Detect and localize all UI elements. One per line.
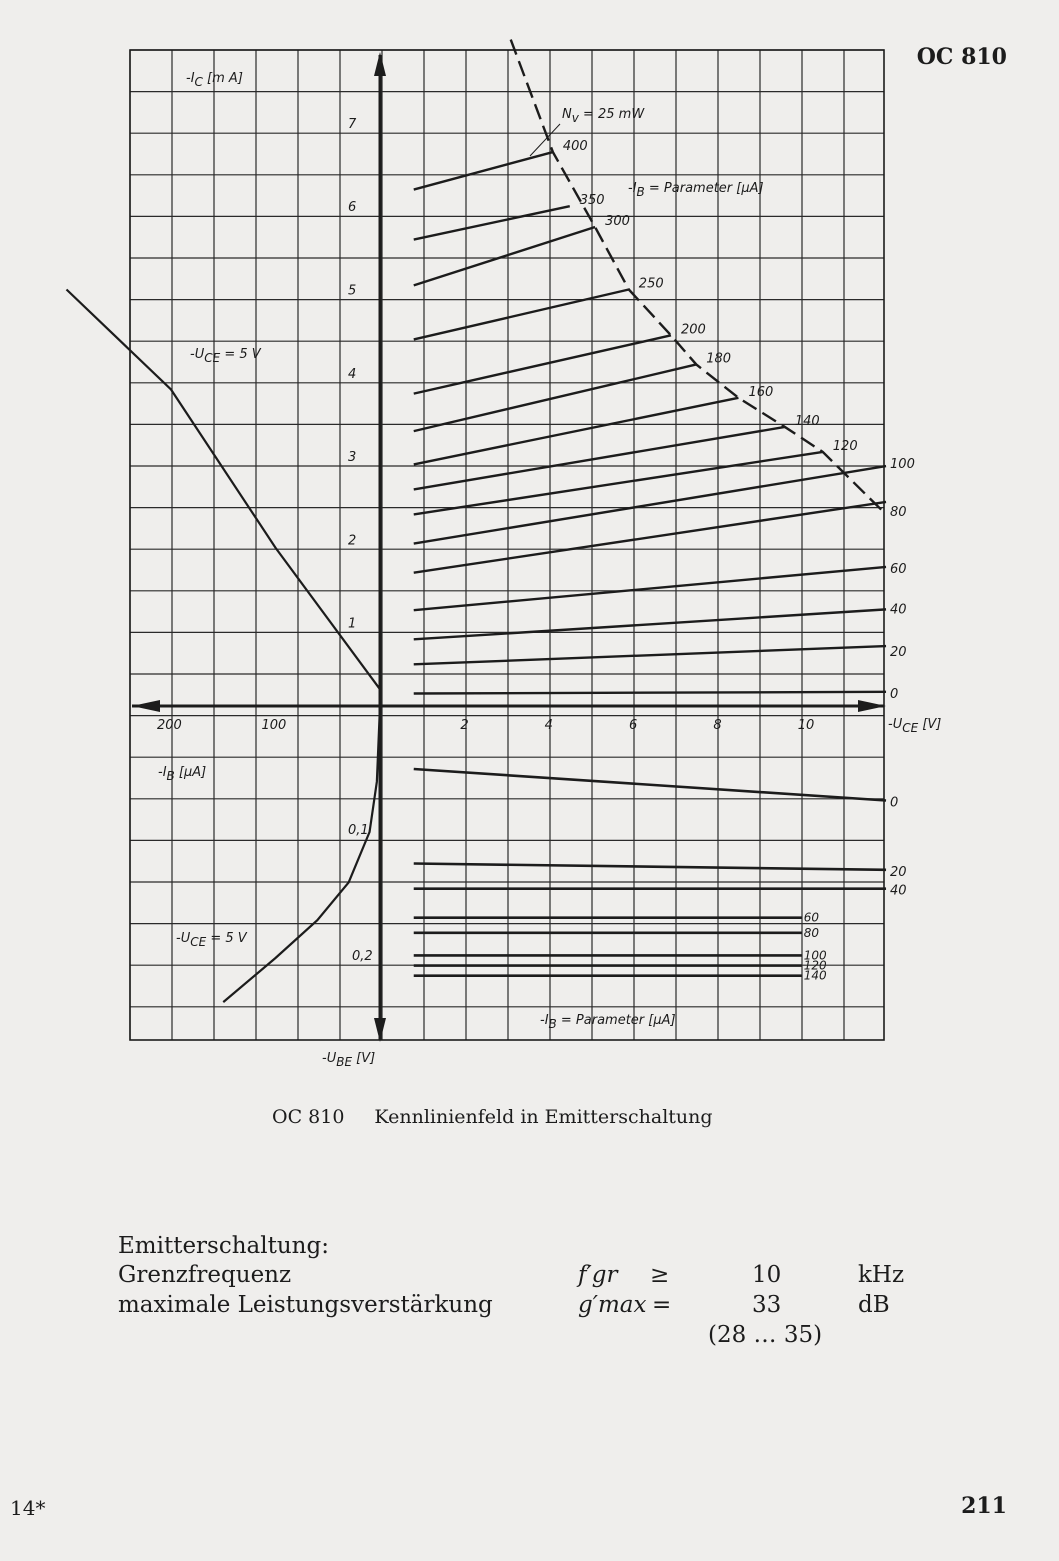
uce-tick-label: 4 xyxy=(544,718,553,733)
output-curve-label: 0 xyxy=(890,686,899,702)
spec-symbol: f′gr xyxy=(578,1262,618,1288)
feedback-curve-ib-20 xyxy=(414,864,886,870)
ib-axis-label: -IB [µA] xyxy=(158,765,207,783)
output-curve-ib-350 xyxy=(414,206,570,239)
ic-tick-label: 4 xyxy=(348,366,357,382)
caption-text: Kennlinienfeld in Emitterschaltung xyxy=(374,1106,713,1128)
feedback-curve-label: 0 xyxy=(890,795,899,811)
output-curve-ib-20 xyxy=(414,646,886,664)
output-curve-label: 40 xyxy=(890,602,907,618)
output-curve-label: 60 xyxy=(890,561,907,577)
output-curve-ib-250 xyxy=(414,290,629,340)
output-curve-label: 400 xyxy=(562,139,588,155)
feedback-curve-label: 60 xyxy=(803,910,819,925)
ube-axis-label: -UBE [V] xyxy=(322,1051,376,1069)
output-curve-label: 250 xyxy=(638,276,664,292)
spec-value: 10 xyxy=(752,1262,782,1288)
output-curve-label: 180 xyxy=(706,351,732,367)
spec-heading: Emitterschaltung: xyxy=(118,1233,329,1259)
input-curve-label: -UCE = 5 V xyxy=(176,931,247,949)
spec-symbol: g′max xyxy=(578,1292,647,1318)
output-curve-ib-60 xyxy=(414,567,886,610)
uce-tick-label: 8 xyxy=(713,718,722,733)
uce-tick-label: 10 xyxy=(797,718,815,733)
feedback-curve-label: 120 xyxy=(803,958,827,973)
footer-signature: 14* xyxy=(10,1496,46,1520)
output-curve-label: 120 xyxy=(832,438,858,454)
output-curve-ib-160 xyxy=(414,398,739,465)
output-curve-ib-80 xyxy=(414,502,886,573)
chart-grid xyxy=(130,50,884,1040)
feedback-curve-label: 100 xyxy=(803,948,827,963)
ic-axis-label: -IC [m A] xyxy=(186,71,243,89)
output-curve-label: 160 xyxy=(748,384,774,400)
grid-border xyxy=(130,50,884,1040)
spec-unit: kHz xyxy=(858,1262,905,1288)
spec-relation: = xyxy=(652,1292,672,1318)
power-hyperbola-label: Nv = 25 mW xyxy=(562,107,645,125)
spec-name: Grenzfrequenz xyxy=(118,1262,292,1288)
output-curve-ib-400 xyxy=(414,152,553,189)
ube-tick-label: 0,1 xyxy=(348,823,369,838)
output-curve-ib-180 xyxy=(414,364,697,431)
feedback-curve-label: 20 xyxy=(890,864,907,880)
ib-axis-arrow xyxy=(132,700,160,712)
output-parameter-label: -IB = Parameter [µA] xyxy=(628,181,764,199)
spec-name: maximale Leistungsverstärkung xyxy=(118,1292,493,1318)
output-curve-ib-200 xyxy=(414,335,671,393)
ic-tick-label: 2 xyxy=(348,533,357,549)
chart-axes xyxy=(132,52,886,1042)
ic-tick-label: 6 xyxy=(348,200,357,216)
ic-axis-arrow xyxy=(374,52,386,76)
uce-axis-arrow xyxy=(858,700,886,712)
output-curve-label: 200 xyxy=(680,322,706,338)
output-curve-label: 100 xyxy=(890,457,915,473)
feedback-parameter-label: -IB = Parameter [µA] xyxy=(540,1013,676,1031)
page-number: 211 xyxy=(961,1493,1007,1519)
feedback-curve-label: 40 xyxy=(890,883,907,899)
output-curve-ib-0 xyxy=(414,692,886,694)
spec-relation: ≥ xyxy=(650,1262,670,1288)
feedback-curve-ib-0 xyxy=(414,769,886,801)
ube-axis-arrow xyxy=(374,1018,386,1042)
feedback-curve-label: 140 xyxy=(803,968,827,983)
transfer-curve-label: -UCE = 5 V xyxy=(190,347,261,365)
ic-tick-label: 1 xyxy=(348,616,357,632)
output-curve-label: 80 xyxy=(890,504,907,520)
spec-range: (28 … 35) xyxy=(708,1322,823,1348)
ube-tick-label: 0,2 xyxy=(352,949,373,964)
ib-tick-label: 100 xyxy=(261,718,287,733)
chart-labels xyxy=(157,71,941,1069)
output-curve-label: 300 xyxy=(605,214,630,230)
output-curve-label: 140 xyxy=(794,413,820,429)
ic-tick-label: 5 xyxy=(348,283,357,299)
output-curve-label: 20 xyxy=(890,645,907,661)
model-number: OC 810 xyxy=(916,44,1007,70)
uce-tick-label: 6 xyxy=(629,718,638,733)
ib-tick-label: 200 xyxy=(157,718,182,733)
figure-caption xyxy=(272,1106,713,1128)
uce-tick-label: 2 xyxy=(460,718,469,733)
ic-tick-label: 3 xyxy=(348,450,357,466)
spec-value: 33 xyxy=(752,1292,782,1318)
output-curve-ib-300 xyxy=(414,227,595,285)
uce-axis-label: -UCE [V] xyxy=(888,717,942,735)
feedback-curve-label: 80 xyxy=(803,925,819,940)
ic-tick-label: 7 xyxy=(348,116,357,132)
spec-unit: dB xyxy=(858,1292,890,1318)
caption-model: OC 810 xyxy=(272,1106,345,1128)
output-curve-label: 350 xyxy=(579,193,605,209)
output-curve-ib-140 xyxy=(414,427,785,489)
output-curve-ib-120 xyxy=(414,452,823,514)
output-curve-ib-40 xyxy=(414,609,886,639)
